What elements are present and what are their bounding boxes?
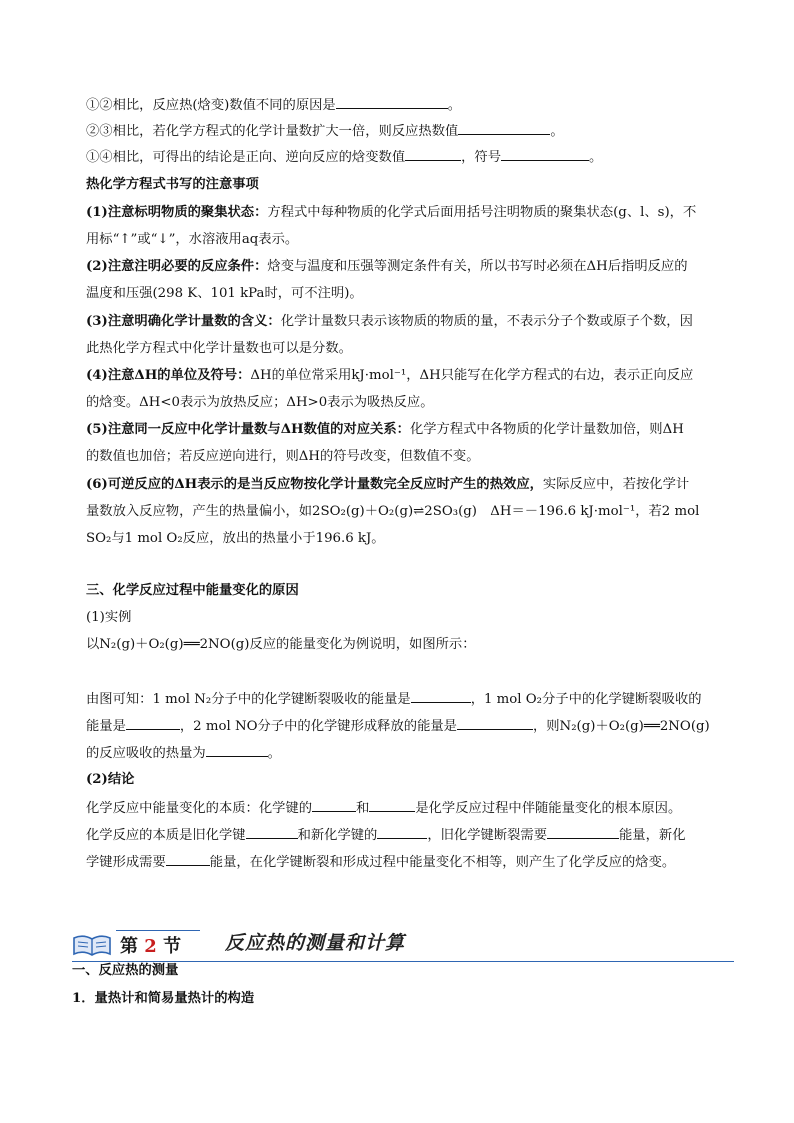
text: 能量，新化: [619, 828, 686, 843]
text: ②③相比，若化学方程式的化学计量数扩大一倍，则反应热数值: [86, 124, 459, 139]
answer-blank[interactable]: [377, 826, 427, 839]
section-prefix: 第: [120, 936, 138, 957]
answer-blank[interactable]: [457, 717, 533, 730]
conclusion-line-1: [86, 799, 734, 818]
answer-blank[interactable]: [547, 826, 619, 839]
text: 化学计量数只表示该物质的物质的量，不表示分子个数或原子个数，因: [280, 314, 693, 329]
note-1-line-1: [86, 204, 734, 222]
text: 。: [589, 150, 603, 165]
answer-blank[interactable]: [411, 690, 471, 703]
note-2-line-2: 温度和压强(298 K、101 kPa时，可不注明)。: [86, 286, 363, 301]
note-4-line-2: 的焓变。ΔH<0表示为放热反应；ΔH>0表示为吸热反应。: [86, 395, 434, 410]
question-line-1: [86, 96, 734, 115]
note-label: (6)可逆反应的ΔH表示的是当反应物按化学计量数完全反应时产生的热效应，: [86, 477, 543, 492]
open-book-icon: [72, 932, 112, 958]
answer-blank[interactable]: [246, 826, 298, 839]
figure-question-line-2: [86, 717, 734, 736]
text: ，则N₂(g)＋O₂(g)══2NO(g): [532, 719, 710, 734]
note-label: (3)注意明确化学计量数的含义：: [86, 314, 281, 329]
figure-question-line-3: [86, 744, 734, 763]
text: 的反应吸收的热量为: [86, 746, 206, 761]
heading-thermo-notes: 热化学方程式书写的注意事项: [86, 177, 259, 192]
section-suffix: 节: [163, 936, 182, 957]
answer-blank[interactable]: [369, 799, 415, 812]
subsection-heading: 一、反应热的测量: [72, 963, 179, 978]
note-4-line-1: [86, 367, 734, 385]
note-label: (5)注意同一反应中化学计量数与ΔH数值的对应关系：: [86, 422, 410, 437]
text: 。: [447, 98, 462, 113]
subheading-conclusion: (2)结论: [86, 772, 135, 787]
note-label: (2)注意注明必要的反应条件：: [86, 259, 268, 274]
text: 能量，在化学键断裂和形成过程中能量变化不相等，则产生了化学反应的焓变。: [209, 855, 676, 870]
note-6-line-1: [86, 476, 734, 494]
answer-blank[interactable]: [166, 853, 210, 866]
text: 方程式中每种物质的化学式后面用括号注明物质的聚集状态(g、l、s)，不: [267, 205, 697, 220]
conclusion-line-3: [86, 853, 734, 872]
text: 学键形成需要: [86, 855, 166, 870]
note-label: (4)注意ΔH的单位及符号：: [86, 368, 251, 383]
section-title: 反应热的测量和计算: [225, 932, 406, 954]
text: 能量是: [86, 719, 126, 734]
subheading-example: (1)实例: [86, 610, 132, 625]
answer-blank[interactable]: [206, 744, 268, 757]
note-6-line-3: SO₂与1 mol O₂反应，放出的热量小于196.6 kJ。: [86, 531, 385, 546]
note-label: (1)注意标明物质的聚集状态：: [86, 205, 268, 220]
note-3-line-2: 此热化学方程式中化学计量数也可以是分数。: [86, 341, 352, 356]
answer-blank[interactable]: [501, 148, 589, 161]
text: 是化学反应过程中伴随能量变化的根本原因。: [415, 801, 682, 816]
text: ，1 mol O₂分子中的化学键断裂吸收的: [470, 692, 702, 707]
text: ，符号: [461, 150, 502, 165]
text: ①④相比，可得出的结论是正向、逆向反应的焓变数值: [86, 150, 406, 165]
text: 化学反应中能量变化的本质：化学键的: [86, 801, 313, 816]
conclusion-line-2: [86, 826, 734, 845]
text: ①②相比，反应热(焓变)数值不同的原因是: [86, 98, 336, 113]
answer-blank[interactable]: [458, 122, 550, 135]
section-header: [72, 924, 734, 964]
text: ΔH的单位常采用kJ·mol⁻¹，ΔH只能写在化学方程式的右边，表示正向反应: [250, 368, 694, 383]
text: 。: [267, 746, 281, 761]
text: 和: [356, 801, 370, 816]
question-line-3: [86, 148, 734, 167]
text: 实际反应中，若按化学计: [542, 477, 690, 492]
text: ，2 mol NO分子中的化学键形成释放的能量是: [179, 719, 457, 734]
note-5-line-2: 的数值也加倍；若反应逆向进行，则ΔH的符号改变，但数值不变。: [86, 449, 480, 464]
section-number-value: 2: [144, 936, 157, 957]
answer-blank[interactable]: [336, 96, 448, 109]
text: 。: [550, 124, 564, 139]
note-5-line-1: [86, 421, 734, 439]
text: 化学方程式中各物质的化学计量数加倍，则ΔH: [409, 422, 684, 437]
section-number: [120, 932, 181, 958]
answer-blank[interactable]: [312, 799, 356, 812]
item-heading: 1．量热计和简易量热计的构造: [72, 991, 255, 1006]
heading-energy-change-cause: 三、化学反应过程中能量变化的原因: [86, 583, 299, 598]
note-1-line-2: 用标“↑”或“↓”，水溶液用aq表示。: [86, 232, 299, 247]
question-line-2: [86, 122, 734, 141]
text: ，旧化学键断裂需要: [427, 828, 548, 843]
text: 由图可知：1 mol N₂分子中的化学键断裂吸收的能量是: [86, 692, 411, 707]
note-2-line-1: [86, 258, 734, 276]
text: 焓变与温度和压强等测定条件有关，所以书写时必须在ΔH后指明反应的: [267, 259, 688, 274]
answer-blank[interactable]: [405, 148, 461, 161]
note-6-line-2: 量数放入反应物，产生的热量偏小，如2SO₂(g)＋O₂(g)⇌2SO₃(g) ΔH＝－196.6 kJ·mol⁻¹，若2 mol: [86, 504, 700, 519]
note-3-line-1: [86, 313, 734, 331]
figure-question-line-1: [86, 690, 734, 709]
answer-blank[interactable]: [126, 717, 180, 730]
text: 化学反应的本质是旧化学键: [86, 828, 246, 843]
header-top-rule: [116, 930, 200, 931]
example-text: 以N₂(g)＋O₂(g)══2NO(g)反应的能量变化为例说明，如图所示：: [86, 637, 476, 652]
text: 和新化学键的: [297, 828, 378, 843]
